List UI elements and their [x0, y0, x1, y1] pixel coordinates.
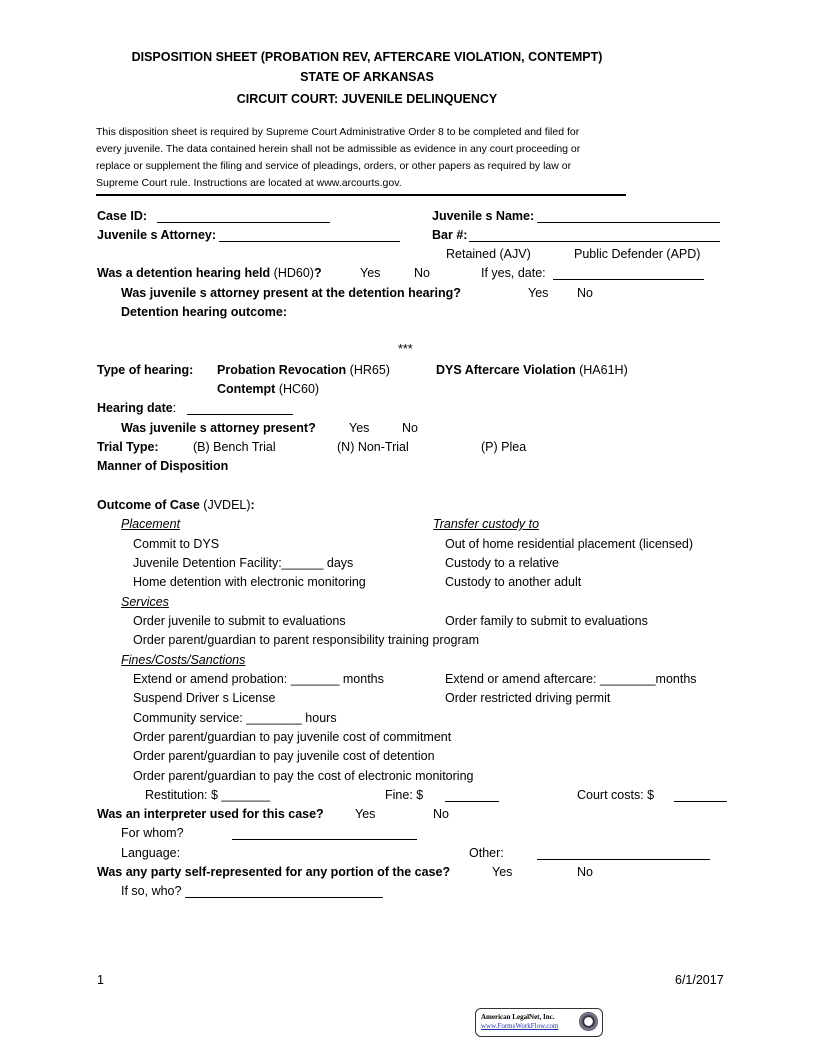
home-detention-option[interactable]: Home detention with electronic monitoring	[133, 575, 366, 589]
american-legalnet-logo[interactable]	[475, 1008, 603, 1037]
intro-line: Supreme Court rule. Instructions are located at www.arcourts.gov.	[96, 177, 402, 189]
probation-revocation-option[interactable]: Probation Revocation (HR65)	[217, 363, 390, 377]
juvenile-name-label: Juvenile s Name:	[432, 209, 535, 223]
hearing-date-field[interactable]	[187, 414, 293, 415]
dys-aftercare-option[interactable]: DYS Aftercare Violation (HA61H)	[436, 363, 628, 377]
fine-label: Fine: $	[385, 788, 424, 802]
case-id-field[interactable]	[157, 222, 330, 223]
self-represented-no[interactable]: No	[577, 865, 593, 879]
for-whom-field[interactable]	[232, 839, 417, 840]
commit-dys-option[interactable]: Commit to DYS	[133, 537, 220, 551]
detention-date-label: If yes, date:	[481, 266, 546, 280]
separator-stars: ***	[398, 342, 413, 356]
driving-permit-option[interactable]: Order restricted driving permit	[445, 691, 611, 705]
detention-outcome-label: Detention hearing outcome:	[121, 305, 287, 319]
title-line-1: DISPOSITION SHEET (PROBATION REV, AFTERCARE VIOLATION, CONTEMPT)	[131, 50, 603, 64]
retained-option[interactable]: Retained (AJV)	[446, 247, 531, 261]
self-represented-yes[interactable]: Yes	[492, 865, 513, 879]
transfer-custody-heading: Transfer custody to	[433, 517, 540, 531]
detention-facility-option[interactable]: Juvenile Detention Facility:______ days	[133, 556, 354, 570]
detention-yes-option[interactable]: Yes	[360, 266, 381, 280]
juvenile-evaluations-option[interactable]: Order juvenile to submit to evaluations	[133, 614, 346, 628]
family-evaluations-option[interactable]: Order family to submit to evaluations	[445, 614, 648, 628]
pay-monitoring-option[interactable]: Order parent/guardian to pay the cost of electronic monitoring	[133, 769, 474, 783]
court-costs-label: Court costs: $	[577, 788, 655, 802]
pay-commitment-option[interactable]: Order parent/guardian to pay juvenile cost of commitment	[133, 730, 452, 744]
pay-detention-option[interactable]: Order parent/guardian to pay juvenile cost of detention	[133, 749, 435, 763]
interpreter-no[interactable]: No	[433, 807, 449, 821]
services-heading: Services	[121, 595, 169, 609]
placement-heading: Placement	[121, 517, 181, 531]
contempt-option[interactable]: Contempt (HC60)	[217, 382, 320, 396]
public-defender-option[interactable]: Public Defender (APD)	[574, 247, 701, 261]
intro-line: This disposition sheet is required by Supreme Court Administrative Order 8 to be completed and filed for	[96, 126, 580, 138]
manner-of-disposition-label: Manner of Disposition	[97, 459, 229, 473]
hearing-date-label: Hearing date:	[97, 401, 177, 415]
detention-date-field[interactable]	[553, 279, 704, 280]
detention-hearing-question: Was a detention hearing held (HD60)?	[97, 266, 322, 280]
intro-line: every juvenile. The data contained herein shall not be admissible as evidence in any court proceeding or	[96, 143, 581, 155]
community-service-option[interactable]: Community service: ________ hours	[133, 711, 337, 725]
fine-field[interactable]	[445, 801, 499, 802]
logo-globe-icon	[579, 1012, 598, 1031]
juvenile-attorney-label: Juvenile s Attorney:	[97, 228, 217, 242]
bench-trial-option[interactable]: (B) Bench Trial	[193, 440, 276, 454]
self-represented-question: Was any party self-represented for any portion of the case?	[97, 865, 451, 879]
juvenile-attorney-field[interactable]	[219, 241, 400, 242]
bar-number-field[interactable]	[469, 241, 720, 242]
outcome-label: Outcome of Case (JVDEL):	[97, 498, 255, 512]
custody-adult-option[interactable]: Custody to another adult	[445, 575, 582, 589]
parent-training-option[interactable]: Order parent/guardian to parent responsibility training program	[133, 633, 480, 647]
other-field[interactable]	[537, 859, 710, 860]
bar-number-label: Bar #:	[432, 228, 468, 242]
fines-heading: Fines/Costs/Sanctions	[121, 653, 246, 667]
attorney-present-yes[interactable]: Yes	[349, 421, 370, 435]
court-costs-field[interactable]	[674, 801, 727, 802]
other-label: Other:	[469, 846, 504, 860]
attorney-present-no[interactable]: No	[402, 421, 418, 435]
attorney-detention-no[interactable]: No	[577, 286, 593, 300]
if-so-who-field[interactable]	[185, 897, 383, 898]
hearing-type-label: Type of hearing:	[97, 363, 194, 377]
detention-no-option[interactable]: No	[414, 266, 430, 280]
title-line-3: CIRCUIT COURT: JUVENILE DELINQUENCY	[236, 92, 498, 106]
logo-url[interactable]: www.FormsWorkFlow.com	[481, 1022, 559, 1030]
intro-line: replace or supplement the filing and service of pleadings, orders, or other papers as required by law or	[96, 160, 572, 172]
attorney-at-detention-question: Was juvenile s attorney present at the detention hearing?	[121, 286, 461, 300]
page-number: 1	[97, 973, 104, 987]
if-so-who-label: If so, who?	[121, 884, 182, 898]
case-id-label: Case ID:	[97, 209, 148, 223]
for-whom-label: For whom?	[121, 826, 184, 840]
interpreter-question: Was an interpreter used for this case?	[97, 807, 324, 821]
out-of-home-option[interactable]: Out of home residential placement (licensed)	[445, 537, 694, 551]
extend-aftercare-option[interactable]: Extend or amend aftercare: ________months	[445, 672, 697, 686]
language-label: Language:	[121, 846, 181, 860]
plea-option[interactable]: (P) Plea	[481, 440, 527, 454]
revision-date: 6/1/2017	[675, 973, 724, 987]
logo-company: American LegalNet, Inc.	[481, 1013, 555, 1021]
attorney-detention-yes[interactable]: Yes	[528, 286, 549, 300]
custody-relative-option[interactable]: Custody to a relative	[445, 556, 559, 570]
divider	[96, 194, 626, 196]
interpreter-yes[interactable]: Yes	[355, 807, 376, 821]
trial-type-label: Trial Type:	[97, 440, 159, 454]
juvenile-name-field[interactable]	[537, 222, 720, 223]
non-trial-option[interactable]: (N) Non-Trial	[337, 440, 409, 454]
extend-probation-option[interactable]: Extend or amend probation: _______ months	[133, 672, 384, 686]
attorney-present-question: Was juvenile s attorney present?	[121, 421, 316, 435]
suspend-license-option[interactable]: Suspend Driver s License	[133, 691, 276, 705]
restitution-field[interactable]: Restitution: $ _______	[145, 788, 271, 802]
title-line-2: STATE OF ARKANSAS	[300, 70, 434, 84]
